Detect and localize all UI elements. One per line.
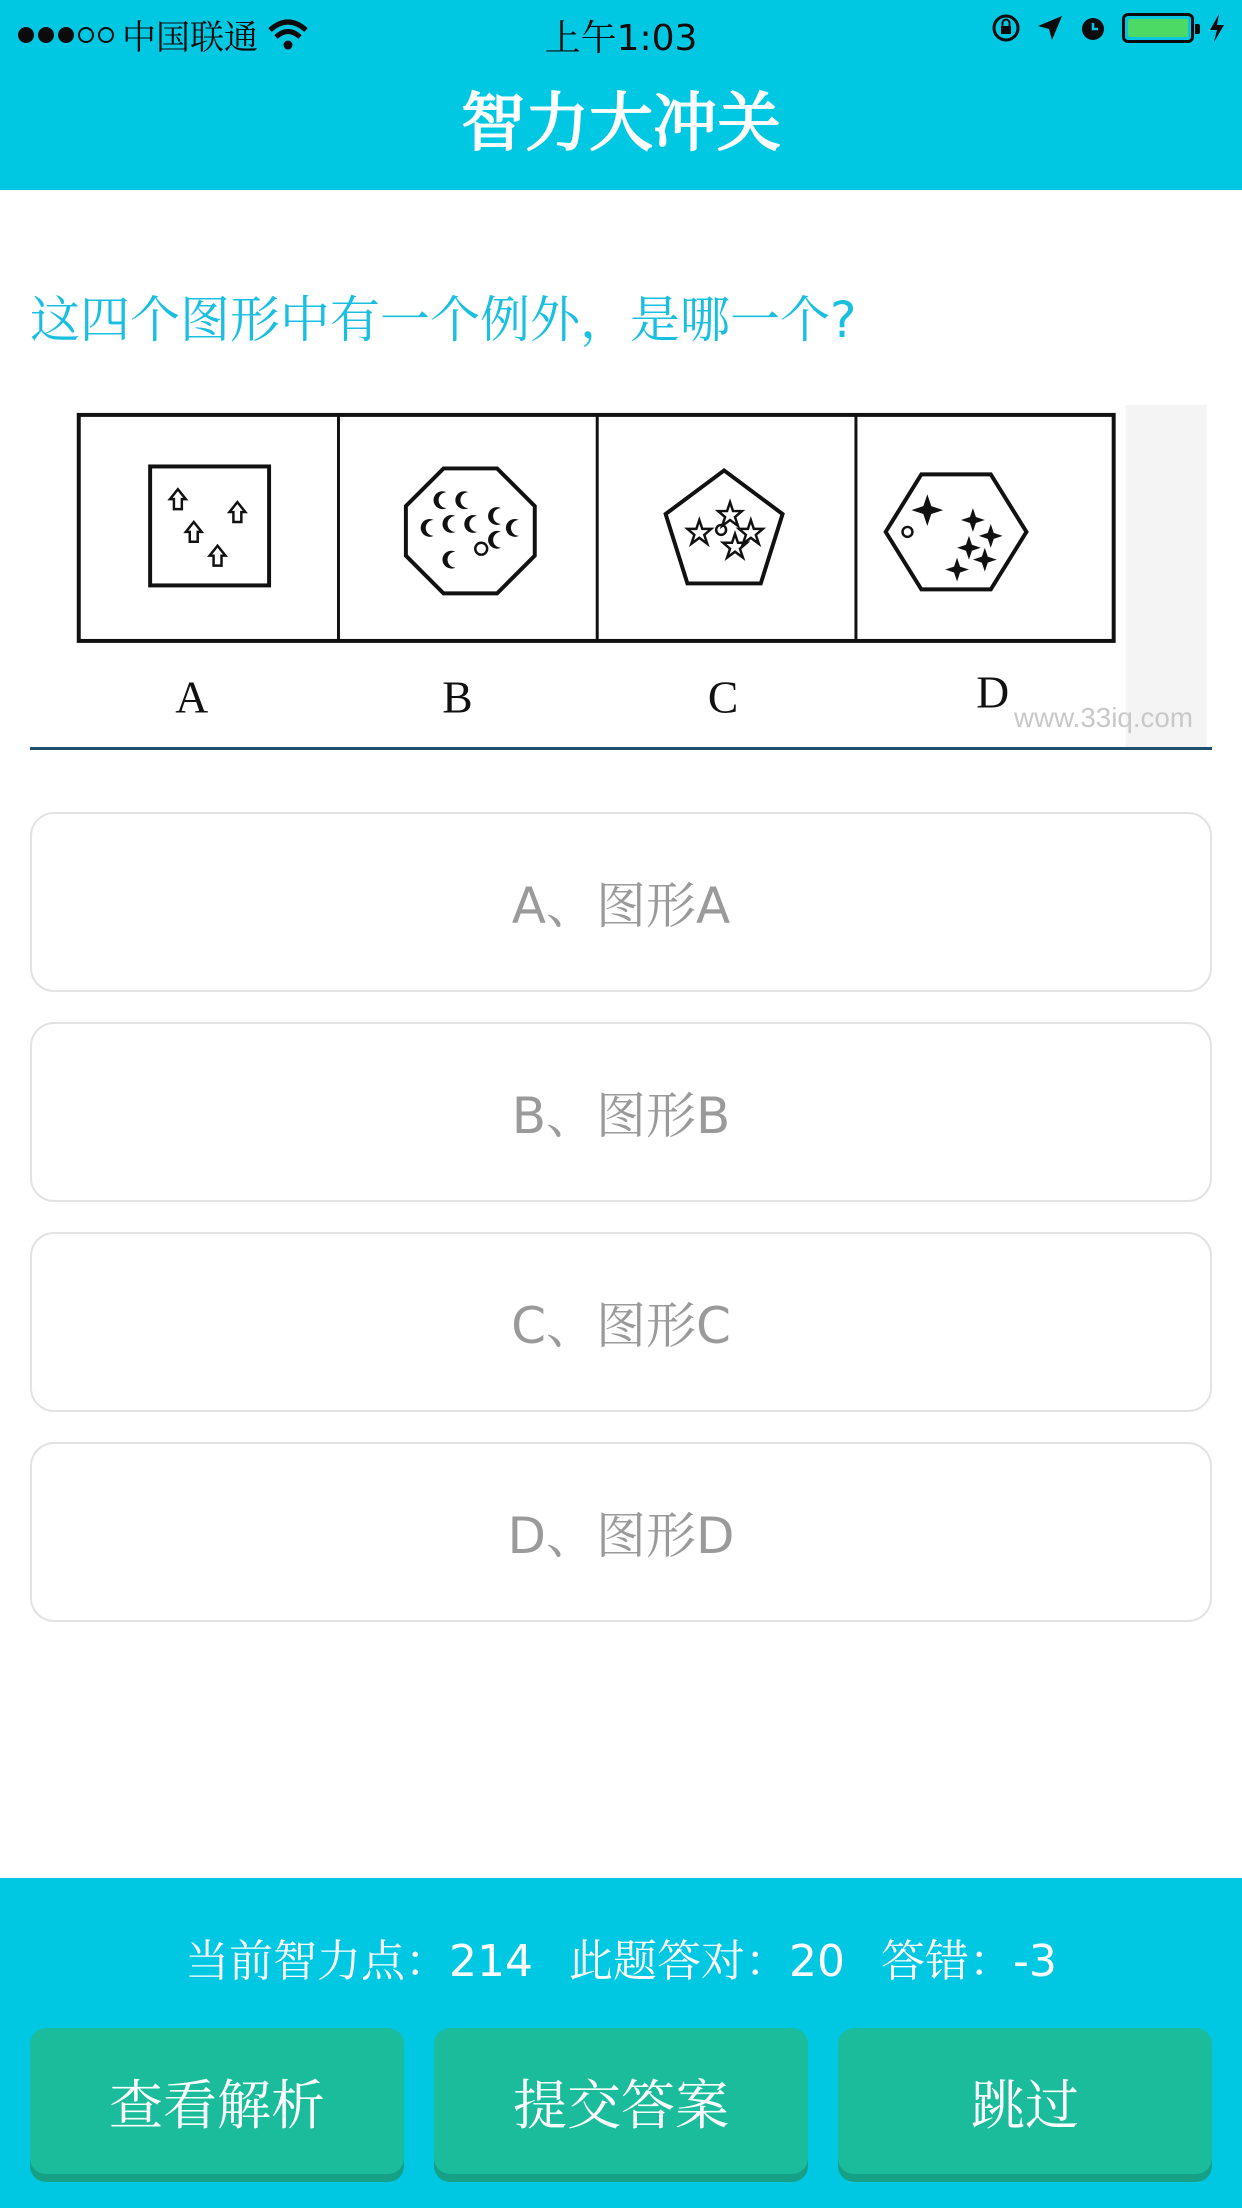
- top-header: [0, 0, 1242, 190]
- wrong-text: 答错：-3: [881, 1936, 1057, 1987]
- submit-answer-button[interactable]: 提交答案: [434, 2028, 808, 2174]
- charging-bolt-icon: [1208, 13, 1226, 43]
- option-b[interactable]: [30, 1022, 1212, 1202]
- correct-text: 此题答对：20: [569, 1936, 846, 1987]
- figure-image: [30, 405, 1212, 747]
- option-b-label: B、图形B: [511, 1087, 731, 1145]
- status-bar: [0, 0, 1242, 60]
- option-a-label: A、图形A: [511, 877, 731, 935]
- page-title: 智力大冲关: [461, 87, 781, 161]
- option-c[interactable]: [30, 1232, 1212, 1412]
- battery-icon: [1122, 13, 1194, 43]
- status-time: 上午1:03: [544, 18, 698, 59]
- carrier-name: 中国联通: [122, 18, 258, 58]
- option-a[interactable]: [30, 812, 1212, 992]
- option-c-label: C、图形C: [511, 1297, 731, 1355]
- score-stats: [0, 1925, 1242, 1989]
- option-d-label: D、图形D: [507, 1507, 735, 1565]
- alarm-icon: [1078, 13, 1108, 43]
- location-arrow-icon: [1036, 14, 1064, 42]
- view-analysis-button[interactable]: 查看解析: [30, 2028, 404, 2174]
- figure-watermark: www.33iq.com: [1014, 702, 1193, 734]
- question-figure: [30, 405, 1212, 750]
- figure-label-a: A: [175, 671, 209, 723]
- question-text: 这四个图形中有一个例外，是哪一个?: [30, 291, 857, 349]
- figure-label-d: D: [976, 666, 1010, 718]
- skip-button[interactable]: 跳过: [838, 2028, 1212, 2174]
- status-icons: [990, 12, 1226, 44]
- rotation-lock-icon: [990, 12, 1022, 44]
- figure-label-b: B: [442, 671, 473, 723]
- figure-label-c: C: [707, 671, 739, 723]
- points-text: 当前智力点：214: [185, 1936, 534, 1987]
- option-d[interactable]: [30, 1442, 1212, 1622]
